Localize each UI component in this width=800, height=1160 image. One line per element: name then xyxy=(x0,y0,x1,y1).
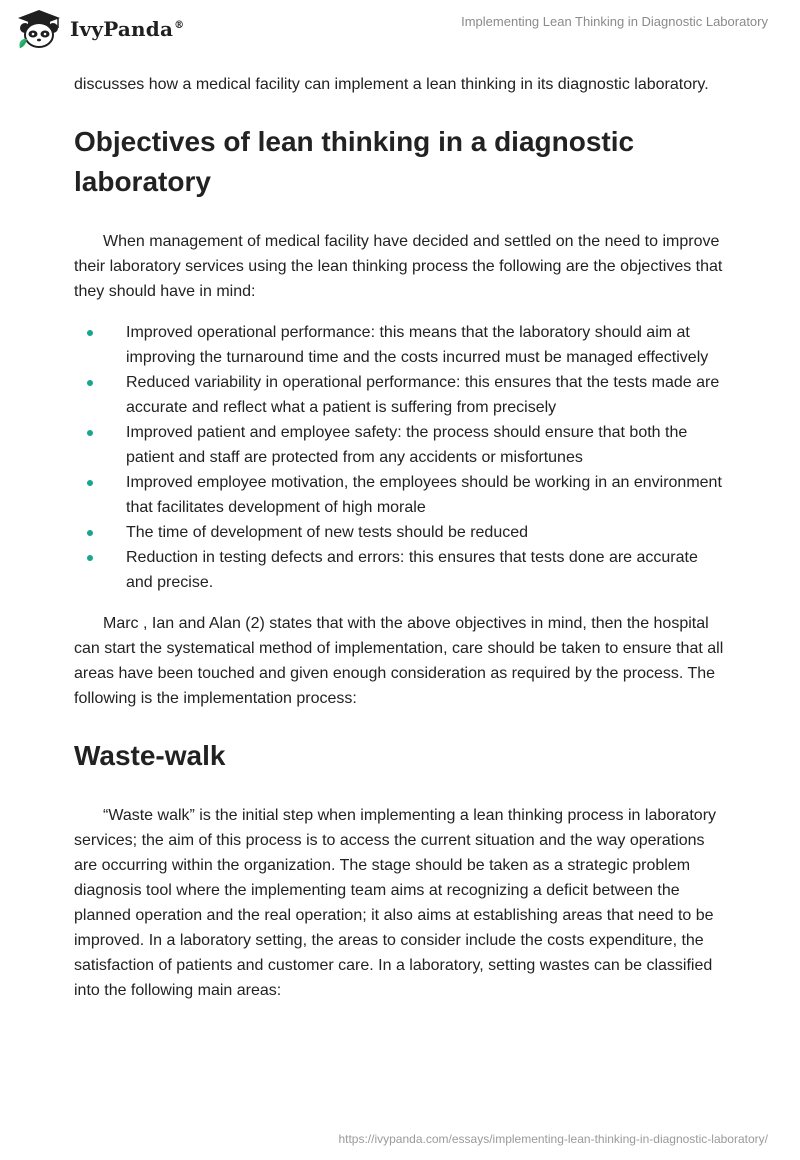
article-body xyxy=(74,72,728,1003)
objectives-intro-paragraph: When management of medical facility have decided and settled on the need to improve their laboratory services using the lean thinking process the following are the objectives that they should have in mind: xyxy=(74,233,723,300)
bullet-icon xyxy=(87,430,93,436)
ivypanda-logo[interactable] xyxy=(14,8,184,50)
list-item-text: Improved operational performance: this means that the laboratory should aim at improving the turnaround time and the costs incurred must be managed effectively xyxy=(126,324,709,366)
registered-mark: ® xyxy=(174,20,185,32)
list-item xyxy=(74,545,728,595)
list-item-text: Reduction in testing defects and errors: this ensures that tests done are accurate and precise. xyxy=(126,549,698,591)
bullet-icon xyxy=(87,530,93,536)
source-url[interactable]: https://ivypanda.com/essays/implementing-lean-thinking-in-diagnostic-laboratory/ xyxy=(338,1132,768,1146)
list-item xyxy=(74,420,728,470)
bullet-icon xyxy=(87,380,93,386)
bullet-icon xyxy=(87,480,93,486)
heading-objectives: Objectives of lean thinking in a diagnostic laboratory xyxy=(74,126,635,197)
page-header xyxy=(0,0,800,62)
list-item xyxy=(74,320,728,370)
intro-paragraph-tail: discusses how a medical facility can implement a lean thinking in its diagnostic laboratory. xyxy=(74,76,709,93)
objectives-list xyxy=(74,320,728,595)
heading-waste-walk: Waste-walk xyxy=(74,740,226,771)
list-item-text: Reduced variability in operational performance: this ensures that the tests made are accurate and reflect what a patient is suffering from precisely xyxy=(126,374,720,416)
panda-graduation-icon xyxy=(14,8,64,50)
logo-text: IvyPanda® xyxy=(70,17,185,41)
document-title: Implementing Lean Thinking in Diagnostic Laboratory xyxy=(461,14,768,29)
waste-walk-paragraph: “Waste walk” is the initial step when implementing a lean thinking process in laboratory services; the aim of this process is to access the current situation and the way operations are occurring within the organization. The stage should be taken as a strategic problem diagnosis tool where the implementing team aims at recognizing a deficit between the planned operation and the real operation; it also aims at establishing areas that need to be improved. In a laboratory setting, the areas to consider include the costs expenditure, the satisfaction of patients and customer care. In a laboratory, setting wastes can be classified into the following main areas: xyxy=(74,807,717,999)
implementation-paragraph: Marc , Ian and Alan (2) states that with the above objectives in mind, then the hospital can start the systematical method of implementation, care should be taken to ensure that all areas have been touched and given enough consideration as required by the process. The following is the implementation process: xyxy=(74,615,724,707)
list-item-text: The time of development of new tests should be reduced xyxy=(126,524,529,541)
bullet-icon xyxy=(87,330,93,336)
list-item-text: Improved patient and employee safety: the process should ensure that both the patient and staff are protected from any accidents or misfortunes xyxy=(126,424,688,466)
list-item xyxy=(74,470,728,520)
list-item-text: Improved employee motivation, the employees should be working in an environment that facilitates development of high morale xyxy=(126,474,722,516)
bullet-icon xyxy=(87,555,93,561)
list-item xyxy=(74,520,728,545)
list-item xyxy=(74,370,728,420)
